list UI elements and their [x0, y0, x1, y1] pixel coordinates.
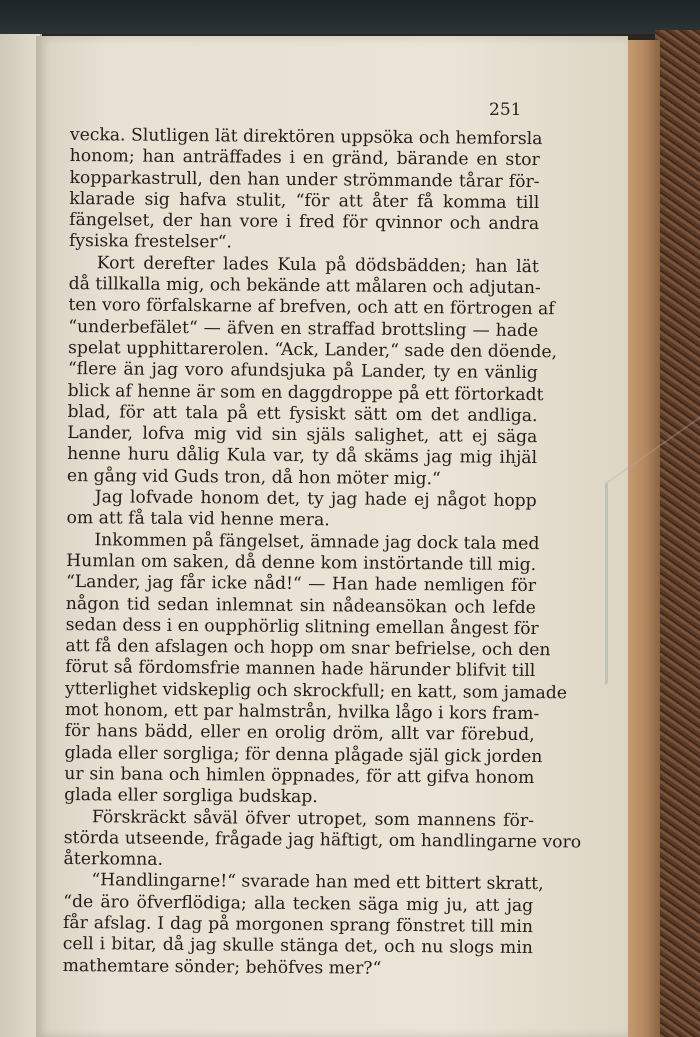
- text-line: att få den afslagen och hopp om snar befrielse, och den: [65, 636, 551, 661]
- text-line: ur sin bana och himlen öppnades, för att gifva honom: [64, 763, 535, 788]
- text-line: ten voro förfalskarne af brefven, och att en förtrogen af: [68, 295, 555, 320]
- text-line: fängelset, der han vore i fred för qvinnor och andra: [69, 210, 540, 235]
- text-line: då tillkalla mig, och bekände att målaren och adjutan-: [68, 274, 541, 299]
- text-line: Förskräckt såväl öfver utropet, som mannens för-: [91, 806, 535, 831]
- text-line: “de äro öfverflödiga; alla tecken säga mig ju, att jag: [63, 891, 534, 916]
- text-line: mot honom, ett par halmstrån, hvilka lågo i kors fram-: [64, 699, 540, 725]
- page-number: 251: [489, 100, 522, 120]
- text-line: henne huru dålig Kula var, ty då skäms jag mig ihjäl: [67, 444, 538, 469]
- text-line: “underbefälet“ — äfven en straffad brottsling — hade: [68, 316, 539, 341]
- text-line: glada eller sorgliga budskap.: [64, 785, 318, 808]
- text-line: “Lander, jag får icke nåd!“ — Han hade nemligen för: [65, 572, 537, 597]
- background-surface: [0, 0, 700, 34]
- text-line: Humlan om saken, då denne kom instörtande till mig.: [66, 550, 537, 576]
- text-line: blad, för att tala på ett fysiskt sätt om det andliga.: [67, 401, 538, 426]
- text-line: fysiska frestelser“.: [68, 231, 233, 253]
- text-line: om att få tala vid henne mera.: [66, 508, 330, 531]
- text-line: störda utseende, frågade jag häftigt, om handlingarne voro: [63, 827, 582, 853]
- text-line: glada eller sorgliga; för denna plågade själ gick jorden: [64, 742, 543, 767]
- body-text: [62, 125, 582, 981]
- text-line: klarade sig hafva stulit, “för att åter få komma till: [69, 188, 540, 213]
- text-line: mathemtare sönder; behöfves mer?“: [62, 955, 382, 979]
- text-line: spelat upphittarerolen. “Ack, Lander,“ sade den döende,: [67, 337, 558, 363]
- text-line: ytterlighet vidskeplig och skrockfull; en katt, som jamade: [64, 678, 568, 704]
- text-line: någon tid sedan inlemnat sin nådeansökan och lefde: [65, 593, 536, 618]
- text-line: “Handlingarne!“ svarade han med ett bittert skratt,: [91, 870, 544, 895]
- text-line: en gång vid Guds tron, då hon möter mig.“: [66, 465, 441, 489]
- text-line: Kort derefter lades Kula på dödsbädden; han lät: [96, 253, 539, 277]
- text-line: “flere än jag voro afundsjuka på Lander, ty en vänlig: [67, 359, 538, 384]
- text-line: cell i bitar, då jag skulle stänga det, och nu slogs min: [62, 934, 533, 959]
- text-line: får afslag. I dag på morgonen sprang fönstret till min: [62, 912, 534, 938]
- text-line: Inkommen på fängelset, ämnade jag dock tala med: [94, 529, 540, 554]
- text-line: sedan dess i en oupphörlig slitning emellan ångest för: [65, 614, 539, 639]
- text-line: blick af henne är som en daggdroppe på ett förtorkadt: [67, 380, 544, 405]
- text-line: för hans bädd, eller en orolig dröm, allt var förebud,: [64, 721, 535, 746]
- text-line: vecka. Slutligen lät direktören uppsöka och hemforsla: [69, 125, 543, 150]
- text-line: Jag lofvade honom det, ty jag hade ej något hopp: [94, 487, 537, 512]
- text-line: förut så fördomsfrie mannen hade härunder blifvit till: [65, 657, 536, 682]
- text-line: återkomna.: [63, 849, 164, 870]
- text-line: kopparkastrull, den han under strömmande tårar för-: [69, 167, 540, 192]
- text-line: honom; han anträffades i en gränd, bärande en stor: [69, 146, 540, 171]
- text-line: Lander, lofva mig vid sin själs salighet, att ej säga: [67, 423, 538, 448]
